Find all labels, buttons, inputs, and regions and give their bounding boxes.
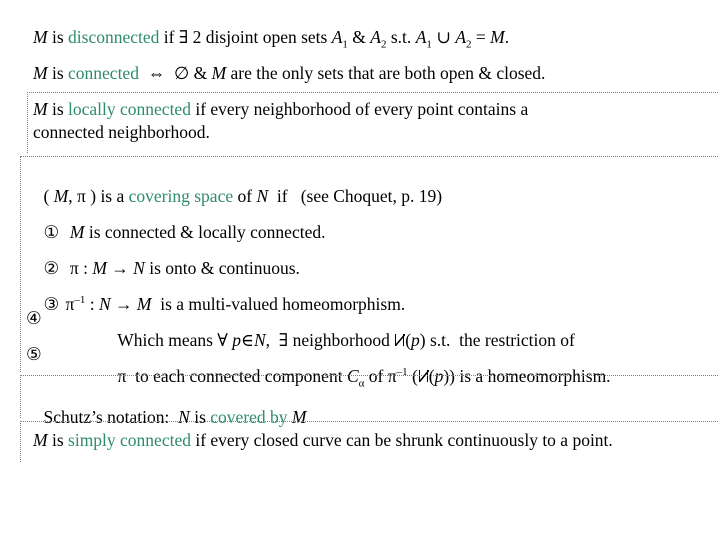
text: is onto & continuous. (144, 258, 300, 278)
pi-symbol: π (65, 294, 75, 314)
def-simply-connected (33, 429, 613, 451)
text: ⇔ ∅ & (138, 63, 212, 83)
element-of-symbol: ∈ (240, 330, 254, 350)
text: is (47, 63, 69, 83)
text: , π ) is a (68, 186, 129, 206)
subscript: 2 (466, 38, 472, 51)
text: , ∃ neighborhood (265, 330, 395, 350)
term-simply-connected: simply connected (68, 430, 191, 450)
subscript: 2 (381, 38, 387, 51)
text: is (47, 99, 69, 119)
def-locally-connected-line2 (33, 121, 210, 143)
text: ) s.t. the restriction of (419, 330, 575, 350)
var-c: C (346, 366, 359, 386)
text: if every closed curve can be shrunk continuously to a point. (190, 430, 613, 450)
var-m: M (211, 63, 227, 83)
var-m: M (136, 294, 152, 314)
var-m: M (53, 186, 69, 206)
text: ( (428, 366, 435, 386)
text: is (189, 407, 211, 427)
circled-number-5: ⑤ (26, 344, 42, 364)
var-p: p (232, 330, 241, 350)
text: if (see Choquet, p. 19) (268, 186, 443, 206)
var-m: M (92, 258, 107, 278)
var-n: N (178, 407, 190, 427)
text: is (47, 430, 69, 450)
text: if every neighborhood of every point contains a (190, 99, 529, 119)
text: ( (407, 366, 418, 386)
text: is a multi-valued homeomorphism. (151, 294, 406, 314)
term-disconnected: disconnected (68, 27, 160, 47)
arrow-symbol: → (110, 294, 137, 314)
def-connected (33, 62, 545, 84)
var-a1: A (331, 27, 343, 47)
circled-number-4: ④ (26, 308, 42, 328)
text: = (471, 27, 491, 47)
var-n: N (133, 258, 145, 278)
text: s.t. (386, 27, 416, 47)
text: π : (69, 258, 93, 278)
subscript-alpha: α (358, 377, 365, 390)
condition-5-num (26, 343, 48, 365)
var-m: M (490, 27, 505, 47)
circled-number-1: ① (43, 222, 60, 242)
var-p: p (411, 330, 420, 350)
var-p: p (434, 366, 444, 386)
text: ( (43, 186, 54, 206)
text: are the only sets that are both open & closed. (226, 63, 546, 83)
var-n: N (253, 330, 266, 350)
var-m: M (33, 99, 48, 119)
term-covering-space: covering space (128, 186, 234, 206)
text: of (233, 186, 257, 206)
subscript: 1 (426, 38, 432, 51)
text: . (504, 27, 510, 47)
var-a1: A (415, 27, 427, 47)
term-connected: connected (68, 63, 139, 83)
text: is connected & locally connected. (84, 222, 326, 242)
text: if ∃ 2 disjoint open sets (159, 27, 332, 47)
subscript: 1 (342, 38, 348, 51)
text: )) is a homeomorphism. (443, 366, 611, 386)
superscript: –1 (74, 294, 86, 307)
text: : (85, 294, 99, 314)
var-m: M (33, 63, 48, 83)
condition-4-num (26, 307, 48, 329)
term-locally-connected: locally connected (68, 99, 191, 119)
text: ( (405, 330, 412, 350)
var-a2: A (455, 27, 467, 47)
def-locally-connected (33, 98, 528, 120)
circled-number-3: ③ (43, 294, 60, 314)
text: π to each connected component (117, 366, 347, 386)
superscript: –1 (396, 366, 408, 379)
var-m: M (69, 222, 85, 242)
text: & (347, 27, 371, 47)
union-symbol: ∪ (431, 27, 456, 47)
text: of π (364, 366, 397, 386)
var-n: N (256, 186, 269, 206)
var-m: M (33, 430, 48, 450)
var-n: N (98, 294, 111, 314)
def-disconnected (33, 26, 510, 51)
arrow-symbol: → (106, 258, 134, 278)
circled-number-2: ② (43, 258, 60, 278)
text: connected neighborhood. (33, 122, 210, 142)
var-m: M (291, 407, 307, 427)
var-a2: A (370, 27, 381, 47)
term-covered-by: covered by (210, 407, 288, 427)
var-m: M (33, 27, 48, 47)
text: is (47, 27, 69, 47)
text: Which means ∀ (117, 330, 233, 350)
text: Schutz’s notation: (43, 407, 179, 427)
